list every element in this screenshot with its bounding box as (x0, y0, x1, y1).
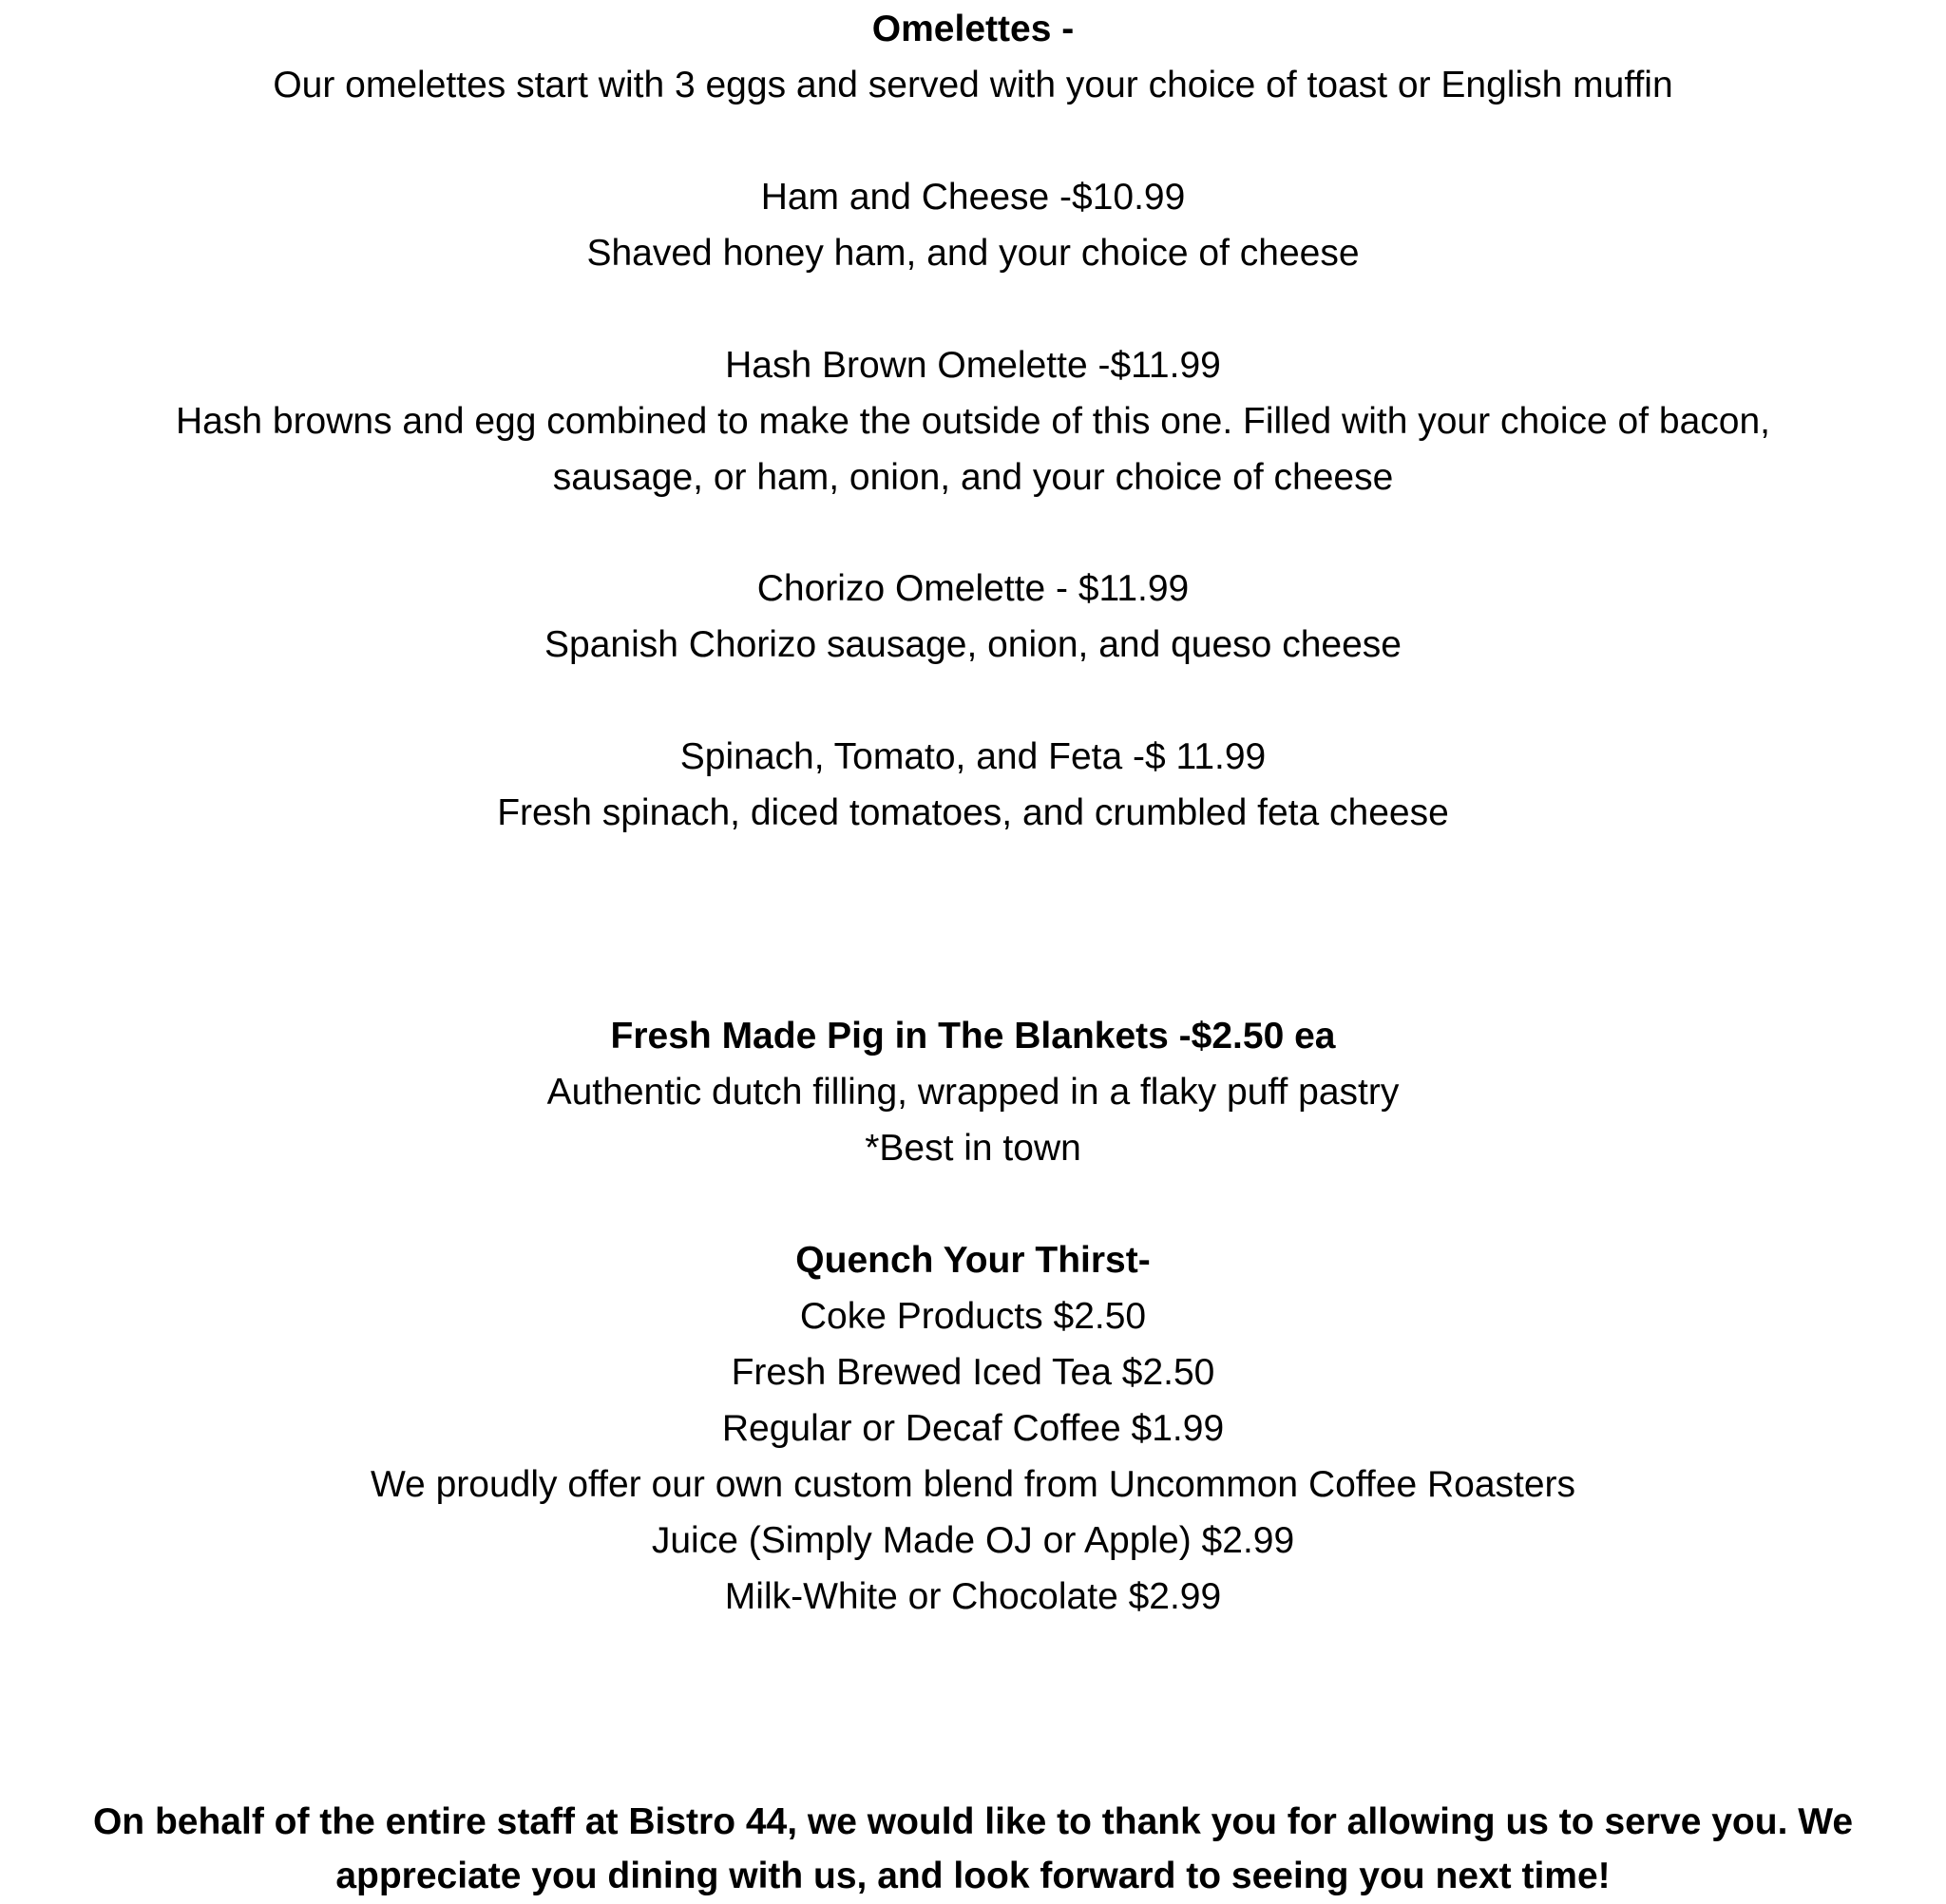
drink-item: We proudly offer our own custom blend from Uncommon Coffee Roasters (370, 1464, 1576, 1505)
omelettes-heading: Omelettes - (871, 9, 1075, 49)
drink-item: Fresh Brewed Iced Tea $2.50 (731, 1352, 1215, 1393)
spinach-desc: Fresh spinach, diced tomatoes, and crumbled feta cheese (497, 792, 1449, 833)
hash-brown-title: Hash Brown Omelette -$11.99 (725, 345, 1221, 386)
pigs-note: *Best in town (865, 1128, 1081, 1169)
drink-item: Coke Products $2.50 (799, 1296, 1147, 1337)
drink-item: Milk-White or Chocolate $2.99 (724, 1576, 1222, 1617)
chorizo-desc: Spanish Chorizo sausage, onion, and queso cheese (544, 624, 1402, 665)
hash-brown-desc-line1: Hash browns and egg combined to make the outside of this one. Filled with your choice of bacon, (176, 401, 1770, 442)
pigs-title: Fresh Made Pig in The Blankets -$2.50 ea (610, 1016, 1336, 1057)
spinach-title: Spinach, Tomato, and Feta -$ 11.99 (679, 736, 1267, 777)
pigs-desc: Authentic dutch filling, wrapped in a flaky puff pastry (546, 1072, 1400, 1113)
drinks-heading: Quench Your Thirst- (795, 1240, 1151, 1281)
ham-cheese-title: Ham and Cheese -$10.99 (760, 177, 1186, 218)
closing-line1: On behalf of the entire staff at Bistro 44, we would like to thank you for allowing us to serve you. We (92, 1801, 1854, 1842)
closing-line2: appreciate you dining with us, and look forward to seeing you next time! (335, 1856, 1611, 1896)
omelettes-intro: Our omelettes start with 3 eggs and served with your choice of toast or English muffin (273, 65, 1673, 105)
hash-brown-desc-line2: sausage, or ham, onion, and your choice of cheese (552, 457, 1394, 498)
drink-item: Regular or Decaf Coffee $1.99 (721, 1408, 1225, 1449)
chorizo-title: Chorizo Omelette - $11.99 (756, 568, 1190, 609)
drink-item: Juice (Simply Made OJ or Apple) $2.99 (651, 1520, 1295, 1561)
ham-cheese-desc: Shaved honey ham, and your choice of cheese (586, 233, 1360, 274)
